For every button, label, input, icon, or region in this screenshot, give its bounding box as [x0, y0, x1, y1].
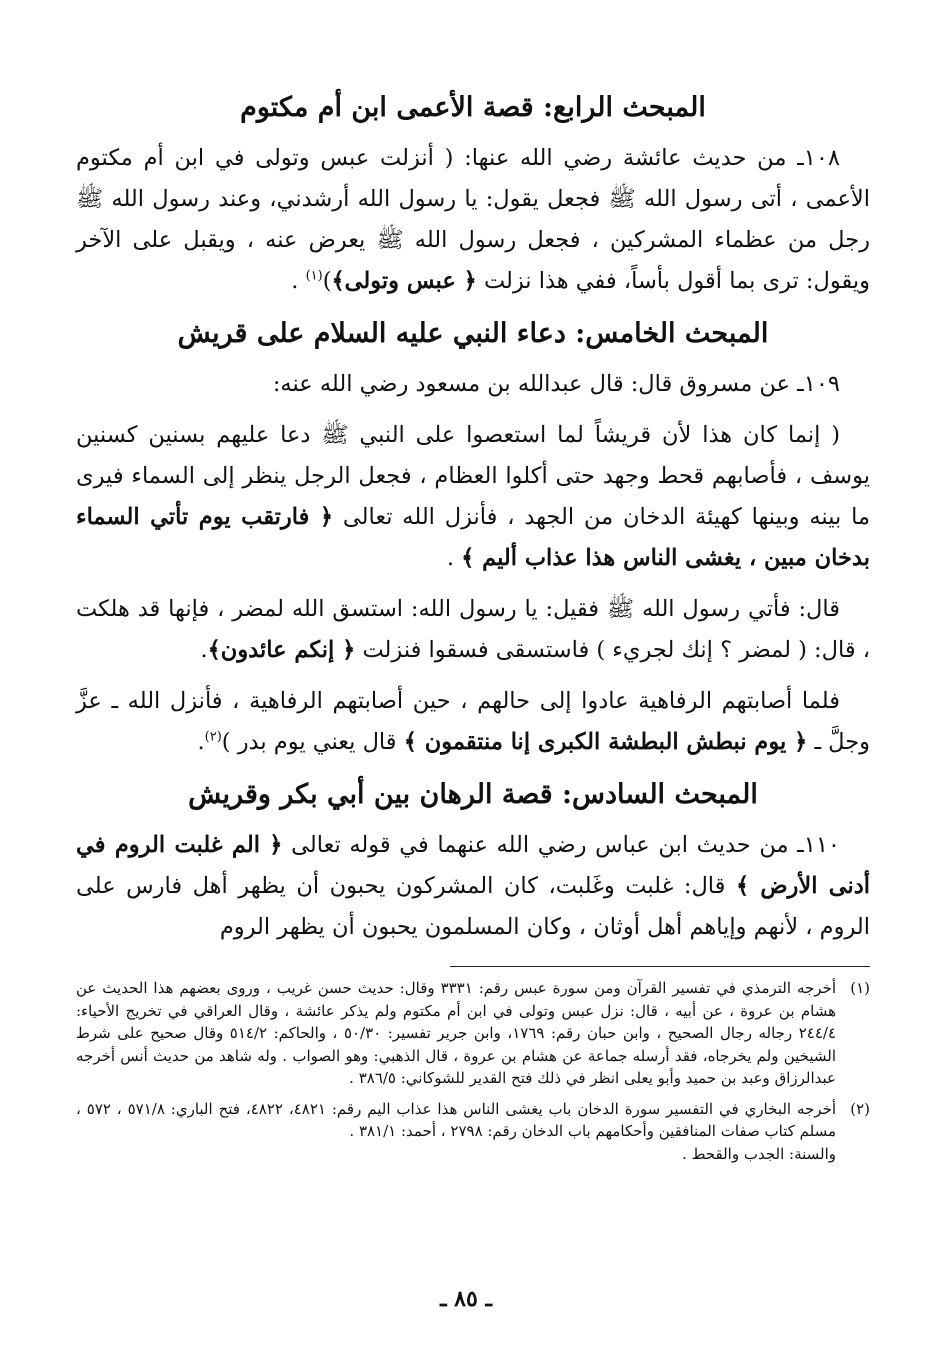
hadith-109-part-a	[76, 415, 870, 579]
footnote-gloss: والسنة: الجدب والقحط .	[682, 1144, 836, 1163]
section-heading-6: المبحث السادس: قصة الرهان بين أبي بكر وقريش	[188, 779, 758, 810]
hadith-109-b-text: قال: فأتي رسول الله ﷺ فقيل: يا رسول الله: استسق الله لمضر ، فإنها قد هلكت ، قال: ( لمضر ؟ إنك لجريء ) فاستسقى فسقوا فنزلت	[76, 596, 870, 663]
hadith-109-intro: ١٠٩ـ عن مسروق قال: قال عبدالله بن مسعود رضي الله عنه:	[272, 371, 840, 397]
footnote-number: (١)	[850, 979, 870, 997]
footnote-divider	[450, 966, 870, 967]
quran-verse: ﴿ إنكم عائدون﴾	[207, 637, 356, 663]
hadith-109-c-end: .	[197, 729, 205, 755]
hadith-108	[76, 138, 870, 302]
footnote-text: أخرجه الترمذي في تفسير القرآن ومن سورة عبس رقم: ٣٣٣١ وقال: حديث حسن غريب ، وروى بعضهم هذا الحديث عن هشام بن عروة ، عن أبيه ، قال: نزل عبس وتولى في ابن أم مكتوم ولم يذكر عائشة ، وقال العراقي في تخريج الأحياء: ٢٤٤/٤ رجاله رجال الصحيح ، وابن حبان رقم: ١٧٦٩، وابن جرير تفسير: ٥٠/٣٠ ، والحاكم: ٥١٤/٢ وقال صحيح على شرط الشيخين ولم يخرجاه، فقد أرسله جماعة عن هشام بن عروة ، قال الذهبي: وهو الصواب . وله شاهد من حديث أنس أخرجه عبدالرزاق وعبد بن حميد وأبو يعلى انظر في ذلك فتح القدير للشوكاني: ٣٨٦/٥ .	[76, 979, 836, 1087]
footnote-1	[76, 977, 870, 1090]
hadith-109-part-c	[76, 681, 870, 763]
quran-verse: ﴿ الم غلبت الروم في أدنى الأرض ﴾	[76, 832, 870, 899]
quran-verse: ﴿ يوم نبطش البطشة الكبرى إنا منتقمون ﴾	[403, 729, 808, 755]
hadith-109-b-end: .	[200, 637, 208, 663]
footnote-ref-2[interactable]: (٢)	[204, 729, 222, 745]
hadith-109-a-end: .	[446, 545, 462, 571]
footnote-text: أخرجه البخاري في التفسير سورة الدخان باب يغشى الناس هذا عذاب اليم رقم: ٤٨٢١، ٤٨٢٢، فتح الباري: ٥٧١/٨ ، ٥٧٢ ، مسلم كتاب صفات المنافقين وأحكامهم باب الدخان رقم: ٢٧٩٨ ، أحمد: ٣٨١/١ .	[76, 1099, 837, 1140]
hadith-109-a-text: ( إنما كان هذا لأن قريشاً لما استعصوا على النبي ﷺ دعا عليهم بسنين كسنين يوسف ، فأصابهم قحط وجهد حتى أكلوا العظام ، فجعل الرجل ينظر إلى السماء فيرى ما بينه وبينها كهيئة الدخان من الجهد ، فأنزل الله تعالى	[76, 422, 870, 530]
hadith-110	[76, 825, 870, 948]
footnote-2	[76, 1098, 870, 1166]
section-heading-4: المبحث الرابع: قصة الأعمى ابن أم مكتوم	[240, 92, 706, 123]
footnote-number: (٢)	[850, 1099, 870, 1118]
quran-verse: ﴿ عبس وتولى﴾	[331, 268, 477, 294]
hadith-110-text: ١١٠ـ من حديث ابن عباس رضي الله عنهما في قوله تعالى	[291, 832, 840, 858]
page-number: ـ ٨٥ ـ	[440, 1286, 492, 1312]
hadith-108-text: ١٠٨ـ من حديث عائشة رضي الله عنها: ( أنزلت عبس وتولى في ابن أم مكتوم الأعمى ، أتى رسول الله ﷺ فجعل يقول: يا رسول الله أرشدني، وعند رسول الله ﷺ رجل من عظماء المشركين ، فجعل رسول الله ﷺ يعرض عنه ، ويقبل على الآخر ويقول: ترى بما أقول بأساً، ففي هذا نزلت	[76, 145, 870, 294]
hadith-108-end: .	[291, 268, 306, 294]
hadith-109-part-b	[76, 589, 870, 671]
hadith-109-c-text: فلما أصابتهم الرفاهية عادوا إلى حالهم ، حين أصابتهم الرفاهية ، فأنزل الله ـ عزَّ وجلَّ ـ	[76, 688, 870, 755]
section-heading-5: المبحث الخامس: دعاء النبي عليه السلام على قريش	[177, 318, 769, 349]
footnote-ref-1[interactable]: (١)	[305, 268, 323, 284]
hadith-108-close: )	[322, 268, 332, 294]
hadith-110-cont: قال: غلبت وغَلبت، كان المشركون يحبون أن يظهر أهل فارس على الروم ، لأنهم وإياهم أهل أوثان ، وكان المسلمون يحبون أن يظهر الروم	[76, 873, 870, 940]
quran-verse: ﴿ فارتقب يوم تأتي السماء بدخان مبين ، يغشى الناس هذا عذاب أليم ﴾	[76, 504, 870, 571]
hadith-109-c-close: قال يعني يوم بدر )	[221, 729, 404, 755]
